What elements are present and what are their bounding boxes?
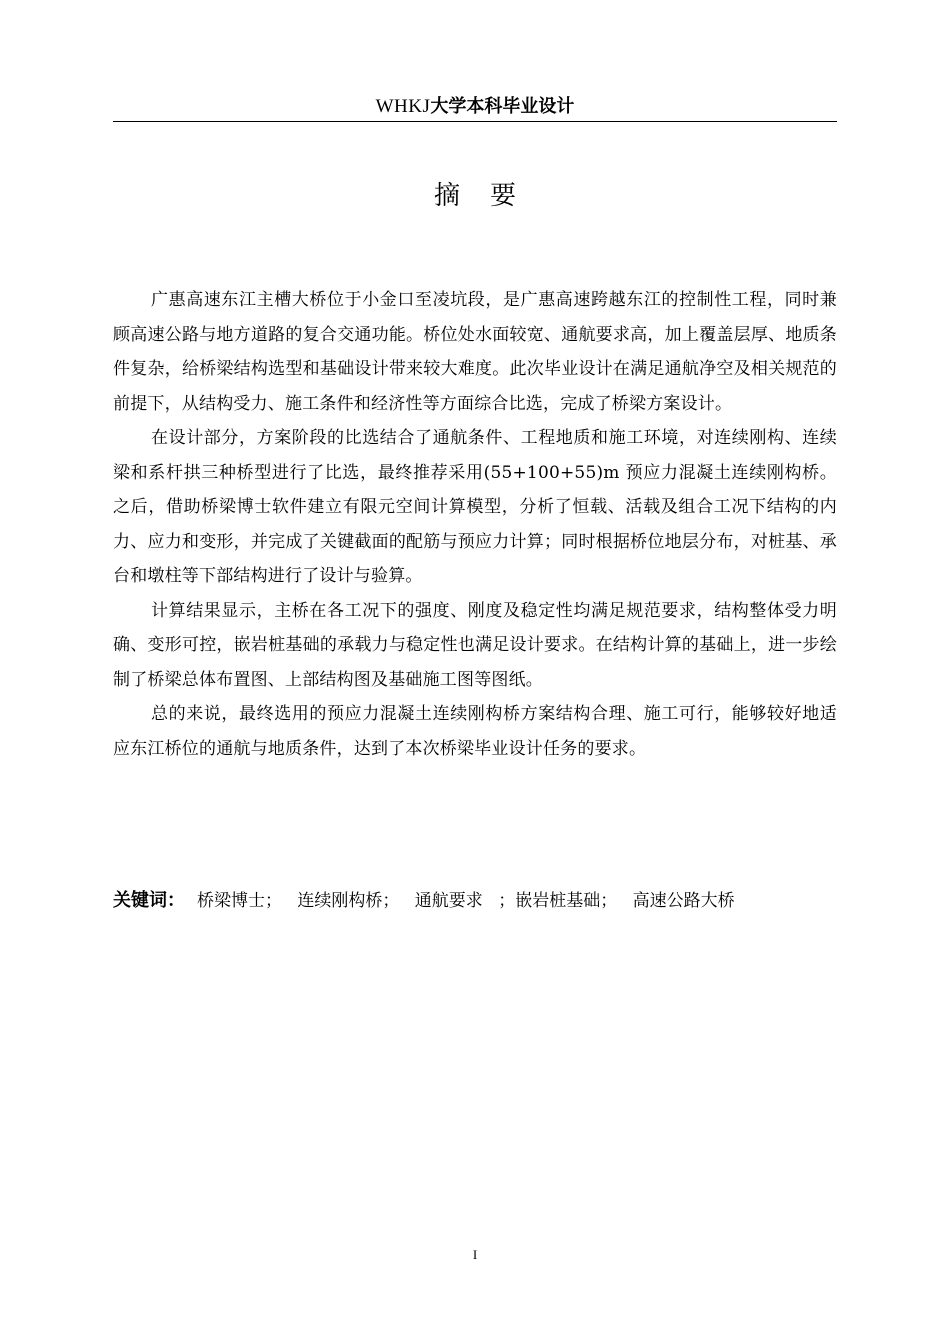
page-number: I [472,1247,478,1262]
keywords-label: 关键词： [113,890,185,911]
header-document-type: 大学本科毕业设计 [430,96,575,117]
abstract-paragraph-2: 在设计部分，方案阶段的比选结合了通航条件、工程地质和施工环境，对连续刚构、连续梁和系杆拱三种桥型进行了比选，最终推荐采用(55+100+55)m 预应力混凝土连续刚构桥。之后，借助桥梁博士软件建立有限元空间计算模型，分析了恒载、活载及组合工况下结构的内力、应力和变形，并完成了关键截面的配筋与预应力计算；同时根据桥位地层分布，对桩基、承台和墩柱等下部结构进行了设计与验算。 [113,428,837,586]
abstract-paragraph-4: 总的来说，最终选用的预应力混凝土连续刚构桥方案结构合理、施工可行，能够较好地适应东江桥位的通航与地质条件，达到了本次桥梁毕业设计任务的要求。 [113,704,837,759]
page-header [113,92,837,120]
keywords-list: 桥梁博士； 连续刚构桥； 通航要求 ；嵌岩桩基础； 高速公路大桥 [197,891,735,911]
header-school-code: WHKJ [375,96,431,117]
abstract-paragraph-3: 计算结果显示，主桥在各工况下的强度、刚度及稳定性均满足规范要求，结构整体受力明确、变形可控，嵌岩桩基础的承载力与稳定性也满足设计要求。在结构计算的基础上，进一步绘制了桥梁总体布置图、上部结构图及基础施工图等图纸。 [113,600,837,690]
abstract-body [113,283,837,766]
keywords-line [113,884,837,918]
abstract-paragraph-1: 广惠高速东江主槽大桥位于小金口至凌坑段，是广惠高速跨越东江的控制性工程，同时兼顾高速公路与地方道路的复合交通功能。桥位处水面较宽、通航要求高，加上覆盖层厚、地质条件复杂，给桥梁结构选型和基础设计带来较大难度。此次毕业设计在满足通航净空及相关规范的前提下，从结构受力、施工条件和经济性等方面综合比选，完成了桥梁方案设计。 [113,290,837,414]
abstract-title: 摘要 [433,181,546,211]
header-divider [113,121,837,122]
